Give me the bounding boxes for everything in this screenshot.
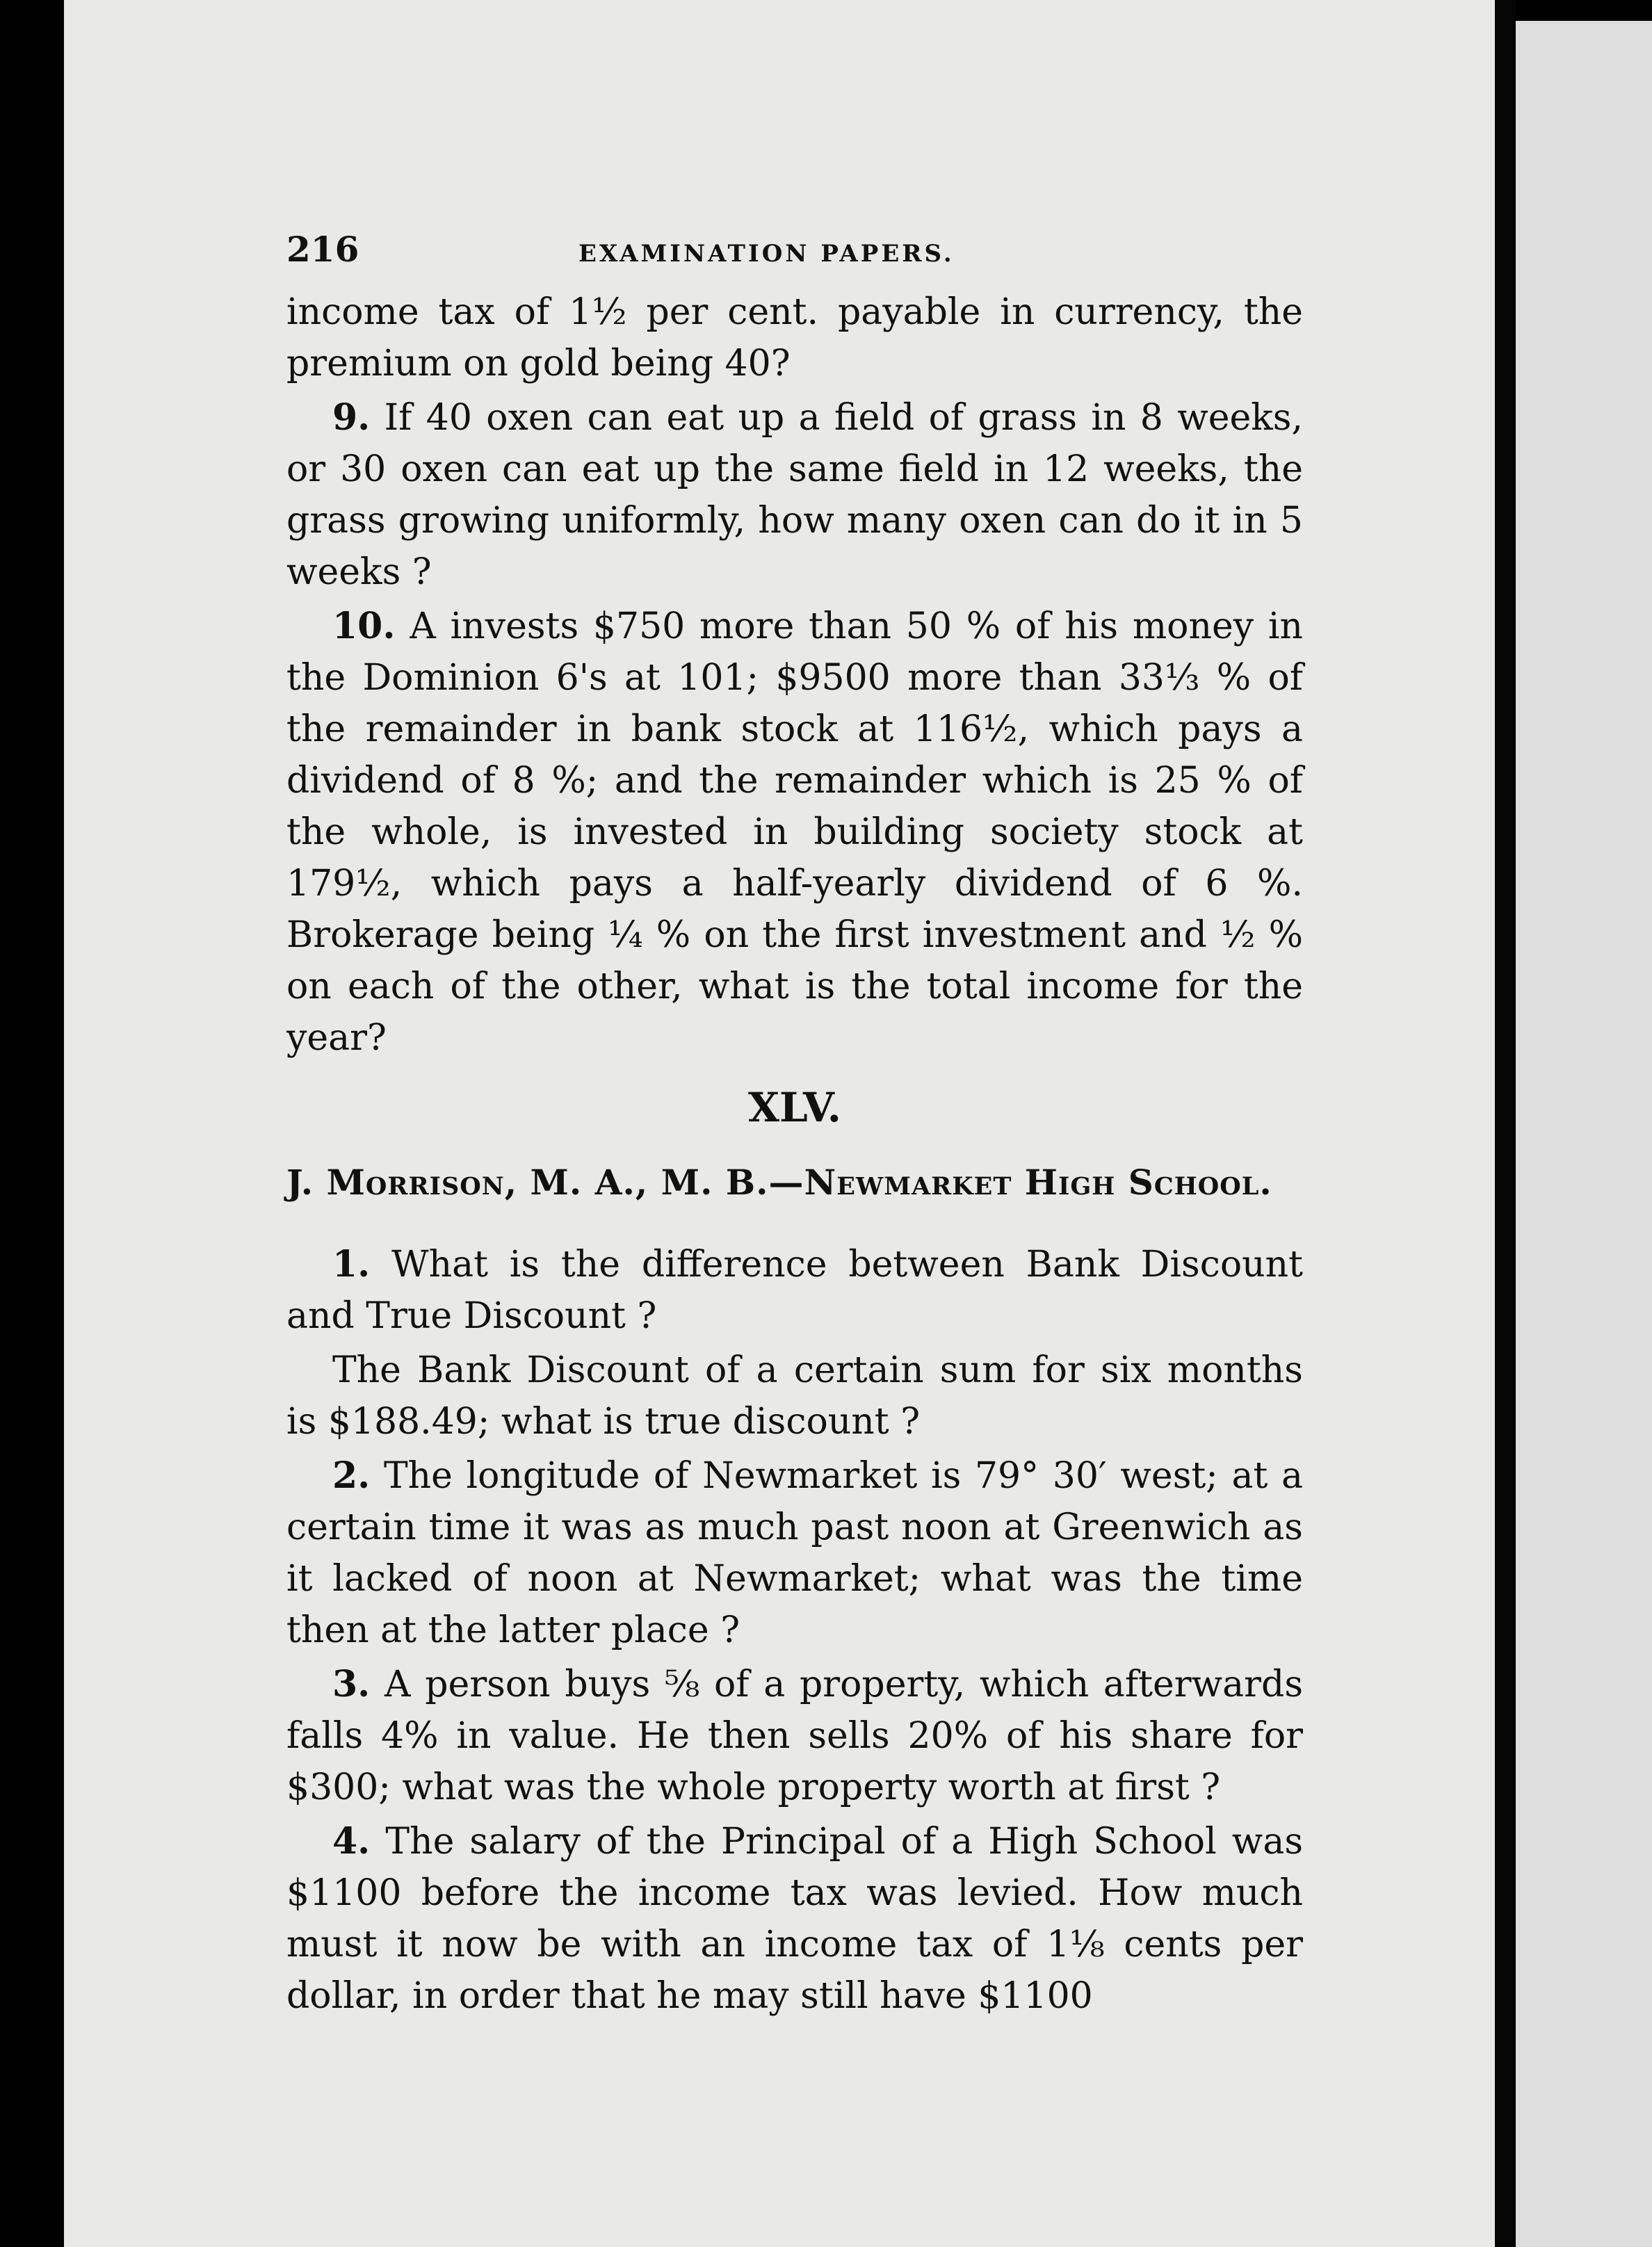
question-3 <box>286 1659 1303 1813</box>
question-10 <box>286 601 1303 1064</box>
question-text: A person buys ⅝ of a property, which afterwards falls 4% in value. He then sells 20% of his share for $300; what was the whole property worth at first ? <box>286 1664 1303 1808</box>
facing-page-edge <box>1516 21 1652 2247</box>
question-text: What is the difference between Bank Discount and True Discount ? <box>286 1244 1303 1337</box>
question-number: 3. <box>332 1663 371 1705</box>
question-number: 2. <box>332 1454 371 1497</box>
page-gutter <box>1495 0 1516 2247</box>
question-1-part-b <box>286 1345 1303 1447</box>
section-title: XLV. <box>748 1084 841 1131</box>
question-1 <box>286 1239 1303 1342</box>
examiner-heading: J. Morrison, M. A., M. B.—Newmarket High School. <box>286 1162 1272 1203</box>
running-title: EXAMINATION PAPERS. <box>578 240 955 268</box>
question-number: 10. <box>332 605 396 647</box>
question-number: 4. <box>332 1820 371 1863</box>
page-number: 216 <box>286 229 359 270</box>
page-content <box>286 216 1303 2025</box>
question-9 <box>286 392 1303 598</box>
question-text: The longitude of Newmarket is 79° 30′ west; at a certain time it was as much past noon at Greenwich as it lacked of noon at Newmarket; what was the time then at the latter place ? <box>286 1455 1303 1651</box>
question-2 <box>286 1450 1303 1656</box>
question-number: 9. <box>332 396 371 439</box>
question-4 <box>286 1816 1303 2022</box>
running-head <box>286 224 1303 270</box>
continuation-paragraph: income tax of 1½ per cent. payable in currency, the premium on gold being 40? <box>286 291 1303 384</box>
question-text: The salary of the Principal of a High School was $1100 before the income tax was levied. How much must it now be with an income tax of 1⅛ cents per dollar, in order that he may still have $1100 <box>286 1821 1304 2017</box>
question-text: The Bank Discount of a certain sum for six months is $188.49; what is true discount ? <box>286 1349 1303 1443</box>
question-text: A invests $750 more than 50 % of his money in the Dominion 6's at 101; $9500 more than 33⅓ % of the remainder in bank stock at 116½, which pays a dividend of 8 %; and the remainder which is 25 % of the whole, is invested in building society stock at 179½, which pays a half-yearly dividend of 6 %. Brokerage being ¼ % on the first investment and ½ % on each of the other, what is the total income for the year? <box>286 606 1303 1059</box>
question-text: If 40 oxen can eat up a field of grass in 8 weeks, or 30 oxen can eat up the same field in 12 weeks, the grass growing uniformly, how many oxen can do it in 5 weeks ? <box>286 397 1304 593</box>
question-number: 1. <box>332 1243 371 1285</box>
